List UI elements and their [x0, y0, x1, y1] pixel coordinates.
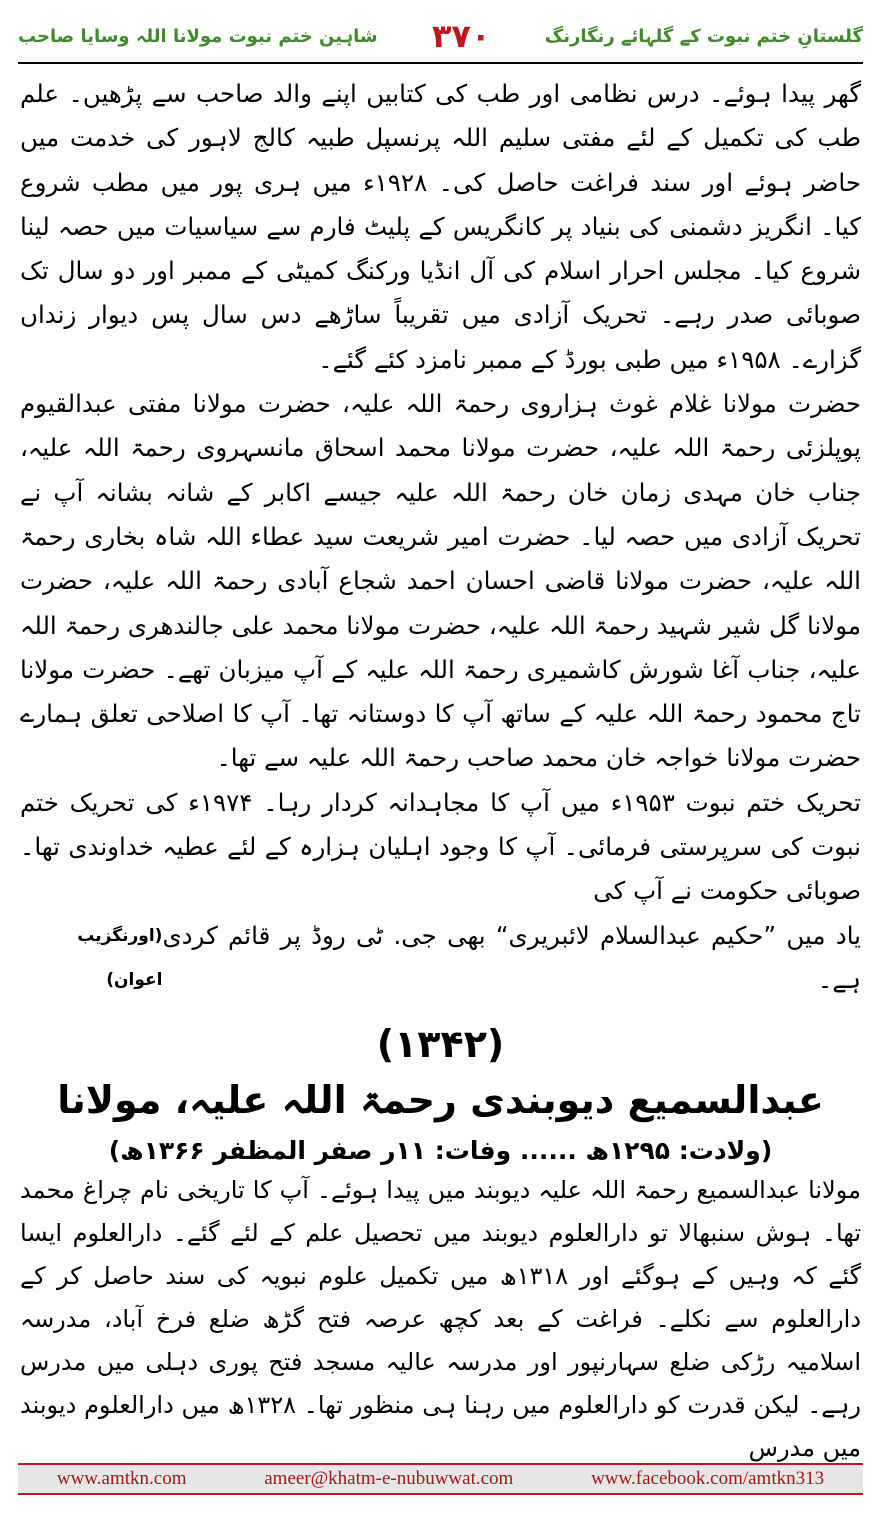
header-divider: [18, 62, 863, 64]
page-header: [18, 14, 863, 58]
page-number: ۳۷۰: [431, 17, 491, 55]
page-content: [20, 72, 861, 1470]
paragraph-biography: گھر پیدا ہوئے۔ درس نظامی اور طب کی کتابیں اپنے والد صاحب سے پڑھیں۔ علم طب کی تکمیل کے لئے مفتی سلیم اللہ پرنسپل طبیہ کالج لاہور کی خدمت میں حاضر ہوئے اور سند فراغت حاصل کی۔ ۱۹۲۸ء میں ہری پور میں مطب شروع کیا۔ انگریز دشمنی کی بنیاد پر کانگریس کے پلیٹ فارم سے سیاسیات میں حصہ لینا شروع کیا۔ مجلس احرار اسلام کی آل انڈیا ورکنگ کمیٹی کے ممبر اور دو سال تک صوبائی صدر رہے۔ تحریک آزادی میں تقریباً ساڑھے دس سال پس دیوار زنداں گزارے۔ ۱۹۵۸ء میں طبی بورڈ کے ممبر نامزد کئے گئے۔: [20, 79, 861, 374]
header-author-title: شاہین ختم نبوت مولانا اللہ وسایا صاحب: [18, 25, 378, 47]
footer-email-link[interactable]: ameer@khatm-e-nubuwwat.com: [264, 1468, 514, 1489]
paragraph-library: یاد میں ”حکیم عبدالسلام لائبریری“ بھی جی. ٹی روڈ پر قائم کردی ہے۔: [162, 920, 861, 994]
footer-website-link[interactable]: www.amtkn.com: [56, 1468, 187, 1489]
entry-title: عبدالسمیع دیوبندی رحمۃ اللہ علیہ، مولانا: [57, 1078, 824, 1123]
author-signature: (اورنگزیب اعوان): [77, 925, 163, 990]
page-footer: [18, 1463, 863, 1495]
entry-paragraph: مولانا عبدالسمیع رحمۃ اللہ علیہ دیوبند میں پیدا ہوئے۔ آپ کا تاریخی نام چراغ محمد تھا۔ ہوش سنبھالا تو دارالعلوم دیوبند میں تحصیل علم کے لئے گئے۔ دارالعلوم ایسا گئے کہ وہیں کے ہوگئے اور ۱۳۱۸ھ میں تکمیل علوم نبویہ کی سند حاصل کر کے دارالعلوم سے نکلے۔ فراغت کے بعد کچھ عرصہ فتح گڑھ ضلع فرخ آباد، مدرسہ اسلامیہ رڑکی ضلع سہارنپور اور مدرسہ عالیہ مسجد فتح پوری دہلی میں مدرس رہے۔ لیکن قدرت کو دارالعلوم میں رہنا ہی منظور تھا۔ ۱۳۲۸ھ میں دارالعلوم دیوبند میں مدرس: [20, 1176, 862, 1463]
paragraph-khatm-e-nubuwwat: تحریک ختم نبوت ۱۹۵۳ء میں آپ کا مجاہدانہ کردار رہا۔ ۱۹۷۴ء کی تحریک ختم نبوت کی سرپرستی فرمائی۔ آپ کا وجود اہلیان ہزارہ کے لئے عطیہ خداوندی تھا۔ صوبائی حکومت نے آپ کی: [20, 787, 861, 906]
paragraph-associates: حضرت مولانا غلام غوث ہزاروی رحمۃ اللہ علیہ، حضرت مولانا مفتی عبدالقیوم پوپلزئی رحمۃ اللہ علیہ، حضرت مولانا محمد اسحاق مانسہروی رحمۃ اللہ علیہ، جناب خان مہدی زمان خان رحمۃ اللہ علیہ جیسے اکابر کے شانہ بشانہ آپ نے تحریک آزادی میں حصہ لیا۔ حضرت امیر شریعت سید عطاء اللہ شاہ بخاری رحمۃ اللہ علیہ، حضرت مولانا قاضی احسان احمد شجاع آبادی رحمۃ اللہ علیہ، حضرت مولانا گل شیر شہید رحمۃ اللہ علیہ، حضرت مولانا محمد علی جالندھری رحمۃ اللہ علیہ، جناب آغا شورش کاشمیری رحمۃ اللہ علیہ کے آپ میزبان تھے۔ حضرت مولانا تاج محمود رحمۃ اللہ علیہ کے ساتھ آپ کا دوستانہ تھا۔ آپ کا اصلاحی تعلق ہمارے حضرت مولانا خواجہ خان محمد صاحب رحمۃ اللہ علیہ سے تھا۔: [20, 389, 861, 773]
header-book-title: گلستانِ ختم نبوت کے گلہائے رنگارنگ: [544, 25, 863, 47]
entry-number: (۱۳۴۲): [376, 1022, 505, 1067]
closing-line: [20, 914, 861, 1003]
footer-facebook-link[interactable]: www.facebook.com/amtkn313: [591, 1468, 825, 1489]
entry-dates: (ولادت: ۱۲۹۵ھ ...... وفات: ۱۱ر صفر المظفر ۱۳۶۶ھ): [108, 1136, 773, 1166]
